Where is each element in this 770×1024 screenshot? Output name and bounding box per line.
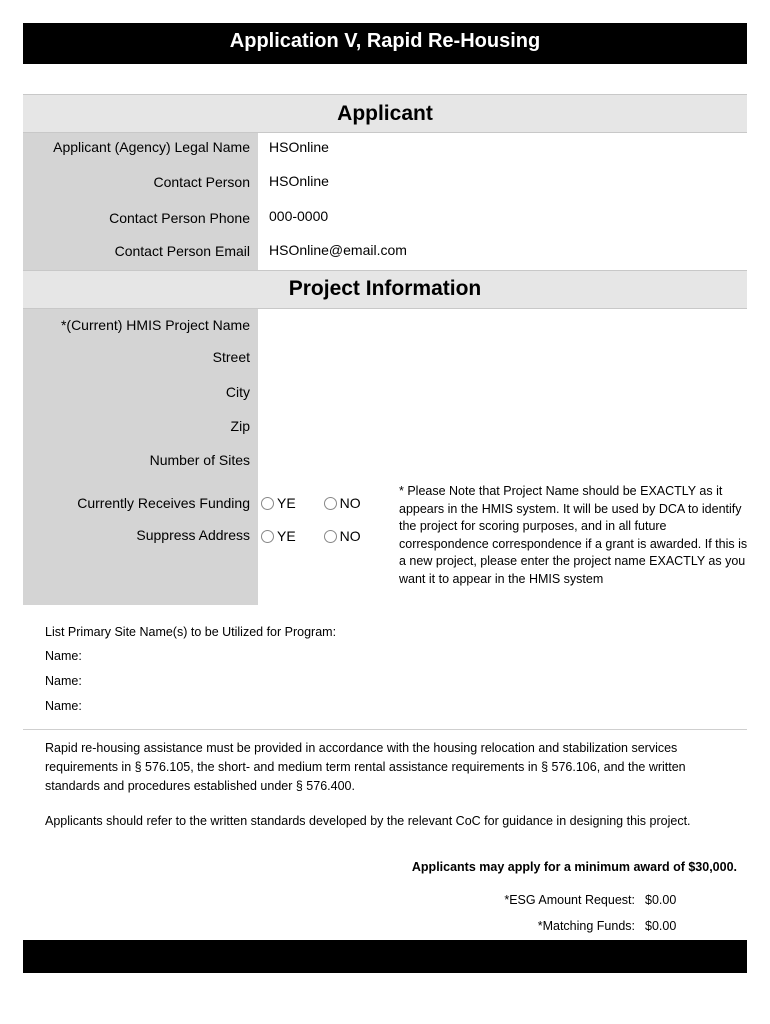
contact-phone-label: Contact Person Phone [109,210,250,226]
receives-funding-label: Currently Receives Funding [77,495,250,511]
page-title: Application V, Rapid Re-Housing [229,30,541,52]
section-divider [23,729,747,730]
suppress-address-radio-group [261,528,361,544]
project-section-title: Project Information [288,277,482,300]
street-label: Street [212,349,250,365]
hmis-project-name-label: *(Current) HMIS Project Name [60,317,250,333]
suppress-address-yes-radio[interactable] [261,530,274,543]
contact-person-label: Contact Person [153,174,250,190]
suppress-address-yes-label: YE [277,528,296,544]
contact-email-field[interactable]: HSOnline@email.com [269,242,407,258]
agency-legal-name-label: Applicant (Agency) Legal Name [53,139,250,155]
page-title-bar [23,23,747,64]
contact-email-label: Contact Person Email [114,243,250,259]
site-name-label-1: Name: [45,649,82,663]
esg-amount-label: *ESG Amount Request: [504,893,635,907]
receives-funding-yes-label: YE [277,495,296,511]
contact-phone-field[interactable]: 000-0000 [269,208,329,224]
zip-label: Zip [230,418,250,434]
footer-bar [23,940,747,973]
site-name-label-2: Name: [45,674,82,688]
matching-funds-label: *Matching Funds: [537,919,635,933]
suppress-address-no-label: NO [339,528,361,544]
receives-funding-no-label: NO [339,495,361,511]
esg-amount-field[interactable]: $0.00 [645,893,677,907]
project-name-note: * Please Note that Project Name should be EXACTLY as it appears in the HMIS system. It will be used by DCA to identify the project for scoring purposes, and in all future correspondence correspondence if a grant is awarded. If this is a new project, please enter the project name EXACTLY as you want it to appear in the HMIS system [399,484,748,586]
receives-funding-radio-group [261,495,361,511]
project-section-header [23,270,747,309]
guidance-paragraph: Applicants should refer to the written standards developed by the relevant CoC for guidance in designing this project. [45,814,691,828]
applicant-section-title: Applicant [337,102,433,125]
site-names-heading: List Primary Site Name(s) to be Utilized for Program: [45,625,337,639]
applicant-section-header [23,94,747,133]
minimum-award-text: Applicants may apply for a minimum award of $30,000. [411,860,737,874]
receives-funding-no-radio[interactable] [324,497,337,510]
suppress-address-label: Suppress Address [136,527,250,543]
city-label: City [225,384,250,400]
receives-funding-yes-radio[interactable] [261,497,274,510]
number-of-sites-label: Number of Sites [149,452,250,468]
matching-funds-field[interactable]: $0.00 [645,919,677,933]
suppress-address-no-radio[interactable] [324,530,337,543]
requirements-paragraph: Rapid re-housing assistance must be provided in accordance with the housing relocation and stabilization services requirements in § 576.105, the short- and medium term rental assistance requirements in § 576.106, and the written standards and procedures established under § 576.400. [45,741,686,793]
contact-person-field[interactable]: HSOnline [269,173,329,189]
site-name-label-3: Name: [45,699,82,713]
agency-legal-name-field[interactable]: HSOnline [269,139,329,155]
